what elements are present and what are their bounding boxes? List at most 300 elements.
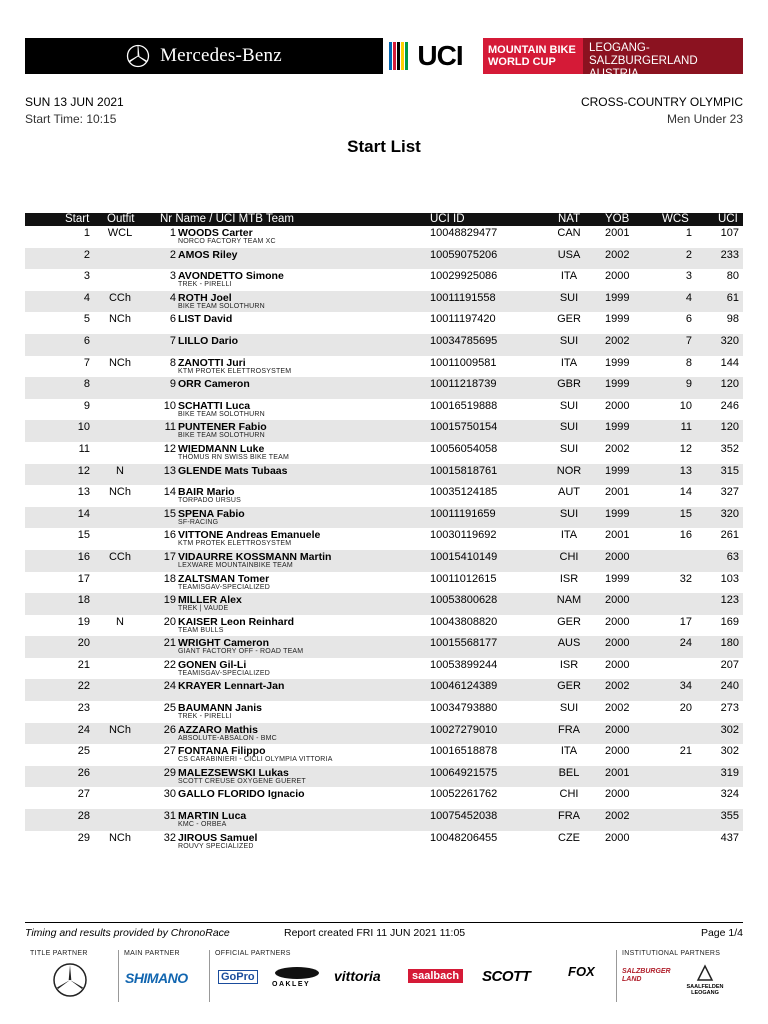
outfit: NCh	[108, 313, 131, 326]
uci-id: 10056054058	[430, 442, 498, 455]
bib-number: 14	[163, 486, 176, 499]
table-row	[25, 572, 743, 594]
table-row	[25, 809, 743, 831]
uci-id: 10015750154	[430, 421, 498, 434]
uci-id: 10052261762	[430, 788, 498, 801]
rider-name: SCHATTI Luca	[178, 399, 251, 412]
uci-points: 103	[720, 572, 739, 585]
uci-points: 80	[726, 270, 739, 283]
rider-name: ROTH Joel	[178, 291, 232, 304]
nationality: AUS	[557, 637, 581, 650]
table-row	[25, 334, 743, 356]
year-of-birth: 2002	[605, 680, 630, 693]
bib-number: 15	[163, 507, 176, 520]
table-row	[25, 442, 743, 464]
report-created: Report created FRI 11 JUN 2021 11:05	[284, 927, 466, 939]
rider-name: WRIGHT Cameron	[178, 637, 270, 650]
team-name: ABSOLUTE-ABSALON - BMC	[178, 734, 277, 742]
uci-points: 246	[720, 399, 739, 412]
uci-id: 10046124389	[430, 680, 498, 693]
sponsor-divider	[209, 950, 210, 1002]
bib-number: 7	[169, 334, 176, 347]
bib-number: 22	[163, 658, 176, 671]
uci-points: 63	[726, 550, 739, 563]
saalbach-logo: saalbach	[408, 969, 463, 983]
uci-points: 320	[720, 507, 739, 520]
nationality: AUT	[558, 486, 580, 499]
nationality: CZE	[558, 831, 580, 844]
bib-number: 24	[163, 680, 176, 693]
rider-name: KAISER Leon Reinhard	[178, 615, 295, 628]
saalfelden-emblem-icon	[696, 964, 714, 982]
vittoria-logo: vittoria	[334, 968, 381, 984]
nationality: NOR	[556, 464, 582, 477]
uci-id: 10011191659	[430, 507, 496, 520]
uci-id: 10011009581	[430, 356, 497, 369]
uci-points: 320	[720, 334, 739, 347]
bib-number: 32	[163, 831, 176, 844]
world-cup-standing: 4	[685, 291, 692, 304]
col-uci-id: UCI ID	[430, 213, 465, 225]
rider-name: BAUMANN Janis	[178, 702, 263, 715]
world-cup-standing: 20	[679, 702, 692, 715]
bib-number: 25	[163, 702, 176, 715]
uci-points: 327	[720, 486, 739, 499]
uci-points: 437	[720, 831, 739, 844]
world-cup-standing: 3	[685, 270, 692, 283]
nationality: GER	[557, 313, 581, 326]
team-name: BIKE TEAM SOLOTHURN	[178, 410, 265, 418]
year-of-birth: 2002	[605, 248, 630, 261]
table-row	[25, 723, 743, 745]
uci-points: 123	[720, 594, 739, 607]
year-of-birth: 2002	[605, 334, 630, 347]
year-of-birth: 1999	[605, 464, 630, 477]
year-of-birth: 1999	[605, 421, 630, 434]
year-of-birth: 1999	[605, 507, 630, 520]
year-of-birth: 2001	[605, 486, 630, 499]
start-number: 28	[77, 810, 90, 823]
bib-number: 11	[164, 421, 176, 434]
uci-id: 10059075206	[430, 248, 498, 261]
uci-points: 273	[720, 702, 739, 715]
team-name: SF-RACING	[178, 518, 219, 526]
year-of-birth: 2000	[605, 788, 630, 801]
bib-number: 3	[169, 270, 176, 283]
uci-id: 10011197420	[430, 313, 496, 326]
nationality: SUI	[559, 507, 579, 520]
salzburgerland-logo: SALZBURGER LAND	[622, 968, 671, 983]
year-of-birth: 2001	[605, 529, 630, 542]
world-cup-standing: 16	[679, 529, 692, 542]
main-partner-heading: MAIN PARTNER	[124, 950, 180, 957]
rider-name: JIROUS Samuel	[178, 831, 258, 844]
rider-name: FONTANA Filippo	[178, 745, 266, 758]
team-name: KTM PROTEK ELETTROSYSTEM	[178, 367, 292, 375]
uci-id: 10075452038	[430, 810, 498, 823]
table-row	[25, 420, 743, 442]
bib-number: 2	[169, 248, 176, 261]
world-cup-standing: 13	[679, 464, 692, 477]
world-cup-standing: 12	[679, 442, 692, 455]
uci-points: 261	[720, 529, 739, 542]
year-of-birth: 2002	[605, 702, 630, 715]
table-row	[25, 399, 743, 421]
official-partners-heading: OFFICIAL PARTNERS	[215, 950, 291, 957]
team-name: GIANT FACTORY OFF - ROAD TEAM	[178, 648, 304, 656]
nationality: CHI	[559, 788, 579, 801]
uci-id: 10027279010	[430, 723, 498, 736]
bib-number: 4	[169, 291, 176, 304]
category: Men Under 23	[666, 112, 743, 126]
year-of-birth: 1999	[605, 572, 630, 585]
uci-id: 10053899244	[430, 658, 498, 671]
world-cup-standing: 6	[685, 313, 692, 326]
start-number: 20	[77, 637, 90, 650]
start-number: 27	[77, 788, 90, 801]
year-of-birth: 2002	[605, 442, 630, 455]
team-name: SCOTT CREUSE OXYGENE GUERET	[178, 777, 306, 785]
start-number: 11	[78, 442, 90, 455]
bib-number: 21	[163, 637, 176, 650]
world-cup-label	[483, 38, 583, 74]
bib-number: 9	[169, 378, 176, 391]
title-partner-banner	[25, 38, 383, 74]
table-header	[25, 213, 743, 226]
nationality: ITA	[560, 270, 578, 283]
bib-number: 27	[163, 745, 176, 758]
start-number: 19	[77, 615, 90, 628]
nationality: CHI	[559, 550, 579, 563]
year-of-birth: 1999	[605, 356, 630, 369]
start-number: 29	[77, 831, 90, 844]
team-name: KTM PROTEK ELETTROSYSTEM	[178, 540, 292, 548]
uci-points: 324	[720, 788, 739, 801]
rider-name: VIDAURRE KOSSMANN Martin	[178, 550, 332, 563]
nationality: ISR	[559, 572, 579, 585]
uci-id: 10029925086	[430, 270, 498, 283]
col-start: Start	[65, 213, 90, 225]
race-date: SUN 13 JUN 2021	[25, 95, 124, 109]
uci-id: 10015410149	[430, 550, 498, 563]
col-wcs: WCS	[662, 213, 689, 225]
mercedes-star-icon	[52, 962, 88, 998]
uci-points: 169	[720, 615, 739, 628]
uci-id: 10064921575	[430, 766, 498, 779]
nationality: FRA	[558, 723, 580, 736]
saalfelden-leogang-logo: SAALFELDEN LEOGANG	[686, 984, 724, 996]
page-title: Start List	[347, 137, 421, 156]
team-name: ROUVY SPECIALIZED	[178, 842, 254, 850]
world-cup-line1: MOUNTAIN BIKE	[488, 44, 576, 56]
nationality: SUI	[559, 702, 579, 715]
uci-points: 315	[720, 464, 739, 477]
year-of-birth: 2002	[605, 810, 630, 823]
title-partner-heading: TITLE PARTNER	[30, 950, 88, 957]
oakley-ellipse-icon	[270, 966, 324, 980]
start-number: 9	[83, 399, 90, 412]
table-row	[25, 528, 743, 550]
uci-id: 10015568177	[430, 637, 498, 650]
year-of-birth: 2000	[605, 615, 630, 628]
location-label	[583, 38, 743, 80]
bib-number: 31	[163, 810, 176, 823]
rider-name: SPENA Fabio	[178, 507, 245, 520]
uci-id: 10053800628	[430, 594, 498, 607]
start-time: Start Time: 10:15	[25, 112, 117, 126]
uci-id: 10048206455	[430, 831, 498, 844]
table-row	[25, 507, 743, 529]
start-number: 7	[83, 356, 90, 369]
uci-points: 120	[720, 421, 739, 434]
uci-id: 10048829477	[430, 227, 498, 239]
rider-name: AVONDETTO Simone	[178, 270, 284, 283]
location-line2: AUSTRIA	[589, 68, 639, 80]
year-of-birth: 2001	[605, 766, 630, 779]
nationality: SUI	[559, 421, 579, 434]
start-number: 3	[83, 270, 90, 283]
uci-id: 10015818761	[430, 464, 498, 477]
start-number: 8	[83, 378, 90, 391]
team-name: BIKE TEAM SOLOTHURN	[178, 432, 265, 440]
start-number: 22	[77, 680, 90, 693]
uci-id: 10034793880	[430, 702, 498, 715]
oakley-logo: OAKLEY	[272, 981, 311, 988]
mercedes-benz-wordmark: Mercedes-Benz	[160, 45, 282, 66]
start-number: 18	[77, 594, 90, 607]
start-number: 26	[77, 766, 90, 779]
uci-logo	[383, 38, 483, 74]
nationality: GER	[557, 680, 581, 693]
outfit: CCh	[108, 291, 131, 304]
team-name: CS CARABINIERI - CICLI OLYMPIA VITTORIA	[178, 756, 333, 764]
institutional-partners-heading: INSTITUTIONAL PARTNERS	[622, 950, 721, 957]
nationality: ITA	[560, 745, 578, 758]
uci-points: 207	[720, 658, 739, 671]
uci-points: 233	[720, 248, 739, 261]
bib-number: 16	[163, 529, 176, 542]
event-name: CROSS-COUNTRY OLYMPIC	[580, 95, 743, 109]
team-name: TEAM BULLS	[178, 626, 224, 634]
start-number: 4	[83, 291, 90, 304]
outfit: NCh	[108, 723, 131, 736]
table-row	[25, 291, 743, 313]
start-number: 6	[83, 334, 90, 347]
table-row	[25, 831, 743, 853]
rider-name: LILLO Dario	[178, 334, 239, 347]
rider-name: MALEZSEWSKI Lukas	[178, 766, 289, 779]
start-number: 2	[83, 248, 90, 261]
uci-points: 302	[720, 745, 739, 758]
start-number: 10	[77, 421, 90, 434]
outfit: NCh	[108, 356, 131, 369]
event-banner	[25, 38, 743, 80]
uci-id: 10035124185	[430, 486, 498, 499]
table-row	[25, 356, 743, 378]
start-number: 24	[77, 723, 90, 736]
scott-logo: SCOTT	[482, 968, 531, 985]
outfit: WCL	[107, 227, 133, 239]
start-number: 5	[83, 313, 90, 326]
year-of-birth: 2000	[605, 550, 630, 563]
outfit: NCh	[108, 486, 131, 499]
uci-points: 144	[720, 356, 739, 369]
uci-id: 10016518878	[430, 745, 498, 758]
team-name: NORCO FACTORY TEAM XC	[178, 238, 276, 245]
nationality: ITA	[560, 356, 578, 369]
nationality: USA	[557, 248, 581, 261]
team-name: TREK - PIRELLI	[178, 281, 232, 289]
bib-number: 12	[163, 442, 176, 455]
outfit: N	[116, 464, 124, 477]
start-list-table	[25, 226, 743, 852]
sponsor-divider	[616, 950, 617, 1002]
table-row	[25, 485, 743, 507]
team-name: TEAMISGAV-SPECIALIZED	[178, 583, 270, 591]
world-cup-standing: 14	[679, 486, 692, 499]
nationality: FRA	[558, 810, 580, 823]
team-name: BIKE TEAM SOLOTHURN	[178, 302, 265, 310]
bib-number: 30	[163, 788, 176, 801]
nationality: SUI	[559, 291, 579, 304]
bib-number: 18	[163, 572, 176, 585]
uci-id: 10030119692	[430, 529, 497, 542]
year-of-birth: 2000	[605, 594, 630, 607]
start-number: 13	[77, 486, 90, 499]
col-yob: YOB	[605, 213, 630, 225]
world-cup-standing: 21	[679, 745, 692, 758]
outfit: N	[116, 615, 124, 628]
start-number: 14	[77, 507, 90, 520]
rider-name: WOODS Carter	[178, 227, 253, 239]
uci-id: 10016519888	[430, 399, 498, 412]
nationality: GER	[557, 615, 581, 628]
rider-name: AZZARO Mathis	[178, 723, 258, 736]
timing-credit: Timing and results provided by ChronoRace	[25, 927, 230, 939]
table-row	[25, 787, 743, 809]
table-row	[25, 269, 743, 291]
rider-name: KRAYER Lennart-Jan	[178, 680, 285, 693]
uci-points: 180	[720, 637, 739, 650]
rider-name: LIST David	[178, 313, 233, 326]
rider-name: ORR Cameron	[178, 378, 250, 391]
year-of-birth: 2000	[605, 270, 630, 283]
rider-name: MARTIN Luca	[178, 810, 247, 823]
col-uci: UCI	[718, 213, 738, 225]
nationality: ISR	[559, 658, 579, 671]
table-row	[25, 593, 743, 615]
table-row	[25, 766, 743, 788]
world-cup-standing: 24	[679, 637, 692, 650]
uci-points: 61	[726, 291, 739, 304]
bib-number: 19	[163, 594, 176, 607]
table-row	[25, 248, 743, 270]
uci-points: 319	[720, 766, 739, 779]
year-of-birth: 2000	[605, 723, 630, 736]
table-row	[25, 464, 743, 486]
team-name: LEXWARE MOUNTAINBIKE TEAM	[178, 561, 293, 569]
year-of-birth: 1999	[605, 313, 630, 326]
outfit: NCh	[108, 831, 131, 844]
rider-name: PUNTENER Fabio	[178, 421, 267, 434]
start-number: 12	[77, 464, 90, 477]
year-of-birth: 2000	[605, 399, 630, 412]
table-row	[25, 377, 743, 399]
fox-logo: FOX	[568, 964, 595, 979]
world-cup-standing: 11	[680, 421, 692, 434]
bib-number: 10	[163, 399, 176, 412]
world-cup-standing: 17	[679, 615, 692, 628]
uci-id: 10011012615	[430, 572, 497, 585]
uci-points: 120	[720, 378, 739, 391]
bib-number: 8	[169, 356, 176, 369]
world-cup-standing: 2	[685, 248, 692, 261]
table-row	[25, 679, 743, 701]
gopro-logo: GoPro	[218, 970, 258, 984]
table-row	[25, 701, 743, 723]
rider-name: BAIR Mario	[178, 486, 235, 499]
bib-number: 6	[169, 313, 176, 326]
rider-name: AMOS Riley	[178, 248, 238, 261]
bib-number: 29	[163, 766, 176, 779]
world-cup-standing: 15	[679, 507, 692, 520]
rider-name: GALLO FLORIDO Ignacio	[178, 788, 305, 801]
table-row	[25, 636, 743, 658]
team-name: TREK | VAUDE	[178, 605, 229, 613]
bib-number: 20	[163, 615, 176, 628]
shimano-logo: SHIMANO	[125, 970, 188, 986]
outfit: CCh	[108, 550, 131, 563]
world-cup-standing: 32	[679, 572, 692, 585]
uci-rainbow-stripes-icon	[389, 42, 408, 70]
col-nat: NAT	[558, 213, 581, 225]
bib-number: 13	[163, 464, 176, 477]
year-of-birth: 2000	[605, 637, 630, 650]
year-of-birth: 2001	[605, 227, 630, 239]
start-number: 17	[77, 572, 90, 585]
start-number: 21	[77, 658, 90, 671]
table-row	[25, 226, 743, 248]
start-number: 23	[77, 702, 90, 715]
year-of-birth: 2000	[605, 745, 630, 758]
bib-number: 17	[163, 550, 176, 563]
uci-points: 355	[720, 810, 739, 823]
nationality: ITA	[560, 529, 578, 542]
start-number: 16	[77, 550, 90, 563]
year-of-birth: 1999	[605, 291, 630, 304]
uci-id: 10011191558	[430, 291, 496, 304]
rider-name: GONEN Gil-Li	[178, 658, 247, 671]
uci-points: 107	[720, 227, 739, 239]
bib-number: 1	[169, 227, 176, 239]
nationality: SUI	[559, 399, 579, 412]
team-name: TEAMISGAV-SPECIALIZED	[178, 669, 270, 677]
year-of-birth: 2000	[605, 831, 630, 844]
nationality: NAM	[556, 594, 582, 607]
col-nr-name: Nr Name / UCI MTB Team	[160, 213, 294, 225]
world-cup-standing: 9	[685, 378, 692, 391]
table-row	[25, 615, 743, 637]
uci-points: 240	[720, 680, 739, 693]
nationality: BEL	[558, 766, 580, 779]
bib-number: 26	[163, 723, 176, 736]
world-cup-standing: 7	[685, 334, 692, 347]
rider-name: WIEDMANN Luke	[178, 442, 265, 455]
uci-id: 10043808820	[430, 615, 498, 628]
mercedes-star-icon	[126, 44, 150, 68]
team-name: KMC - ORBEA	[178, 821, 227, 829]
page-number: Page 1/4	[700, 927, 743, 939]
